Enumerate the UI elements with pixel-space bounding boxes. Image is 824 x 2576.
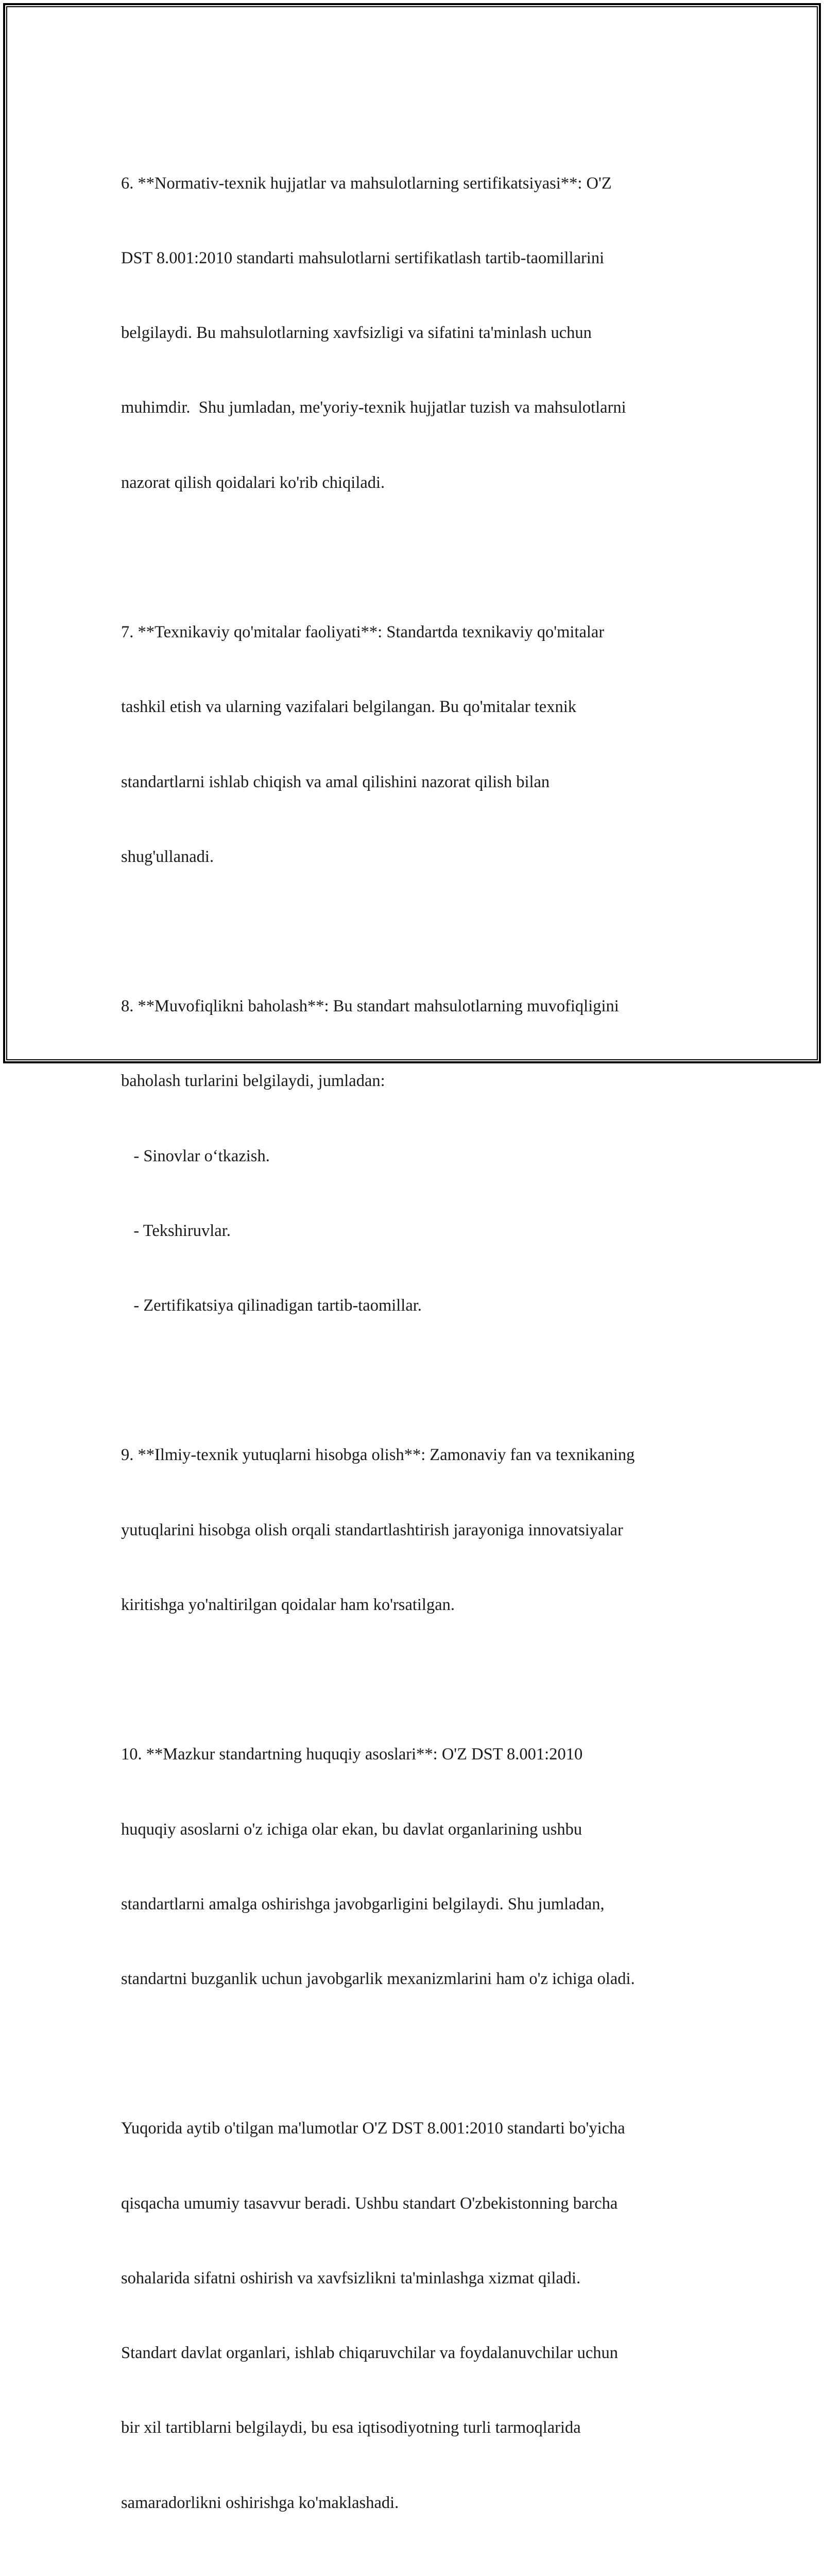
text-line: samaradorlikni oshirishga ko'maklashadi. bbox=[121, 2493, 399, 2512]
text-line: baholash turlarini belgilaydi, jumladan: bbox=[121, 1072, 385, 1091]
text-line: huquqiy asoslarni o'z ichiga olar ekan, bu davlat organlarining ushbu bbox=[121, 1820, 582, 1839]
document-body bbox=[121, 121, 713, 2576]
paragraph-conformity-assessment bbox=[121, 944, 713, 1368]
text-line: 10. **Mazkur standartning huquqiy asoslari**: O'Z DST 8.001:2010 bbox=[121, 1745, 583, 1764]
text-line: 8. **Muvofiqlikni baholash**: Bu standart mahsulotlarning muvofiqligini bbox=[121, 997, 619, 1016]
text-line: DST 8.001:2010 standarti mahsulotlarni sertifikatlash tartib-taomillarini bbox=[121, 249, 605, 268]
text-line: qisqacha umumiy tasavvur beradi. Ushbu standart O'zbekistonning barcha bbox=[121, 2194, 618, 2213]
paragraph-legal-basis bbox=[121, 1692, 713, 2042]
text-line: Standart davlat organlari, ishlab chiqaruvchilar va foydalanuvchilar uchun bbox=[121, 2344, 619, 2363]
text-line: 9. **Ilmiy-texnik yutuqlarni hisobga olish**: Zamonaviy fan va texnikaning bbox=[121, 1446, 635, 1465]
text-line: muhimdir. Shu jumladan, me'yoriy-texnik hujjatlar tuzish va mahsulotlarni bbox=[121, 398, 626, 417]
paragraph-technical-committees bbox=[121, 570, 713, 919]
paragraph-scientific-achievements bbox=[121, 1393, 713, 1667]
paragraph-summary bbox=[121, 2066, 713, 2565]
text-line: 7. **Texnikaviy qo'mitalar faoliyati**: Standartda texnikaviy qo'mitalar bbox=[121, 623, 605, 642]
text-line: standartlarni ishlab chiqish va amal qilishini nazorat qilish bilan bbox=[121, 772, 550, 791]
text-line: tashkil etish va ularning vazifalari belgilangan. Bu qo'mitalar texnik bbox=[121, 698, 577, 717]
text-line: bir xil tartiblarni belgilaydi, bu esa iqtisodiyotning turli tarmoqlarida bbox=[121, 2418, 581, 2437]
text-line: standartlarni amalga oshirishga javobgarligini belgilaydi. Shu jumladan, bbox=[121, 1894, 605, 1913]
text-line: kiritishga yo'naltirilgan qoidalar ham ko'rsatilgan. bbox=[121, 1595, 455, 1614]
text-line: nazorat qilish qoidalari ko'rib chiqiladi. bbox=[121, 473, 385, 492]
text-line: shug'ullanadi. bbox=[121, 847, 214, 866]
bullet-item: - Tekshiruvlar. bbox=[121, 1221, 231, 1240]
bullet-item: - Zertifikatsiya qilinadigan tartib-taomillar. bbox=[121, 1296, 422, 1315]
text-line: belgilaydi. Bu mahsulotlarning xavfsizligi va sifatini ta'minlash uchun bbox=[121, 324, 592, 343]
bullet-item: - Sinovlar o‘tkazish. bbox=[121, 1146, 270, 1165]
text-line: sohalarida sifatni oshirish va xavfsizlikni ta'minlashga xizmat qiladi. bbox=[121, 2268, 581, 2287]
text-line: Yuqorida aytib o'tilgan ma'lumotlar O'Z DST 8.001:2010 standarti bo'yicha bbox=[121, 2119, 625, 2138]
text-line: standartni buzganlik uchun javobgarlik mexanizmlarini ham o'z ichiga oladi. bbox=[121, 1970, 635, 1988]
text-line: yutuqlarini hisobga olish orqali standartlashtirish jarayoniga innovatsiyalar bbox=[121, 1520, 623, 1539]
paragraph-certification bbox=[121, 121, 713, 545]
text-line: 6. **Normativ-texnik hujjatlar va mahsulotlarning sertifikatsiyasi**: O'Z bbox=[121, 174, 612, 193]
